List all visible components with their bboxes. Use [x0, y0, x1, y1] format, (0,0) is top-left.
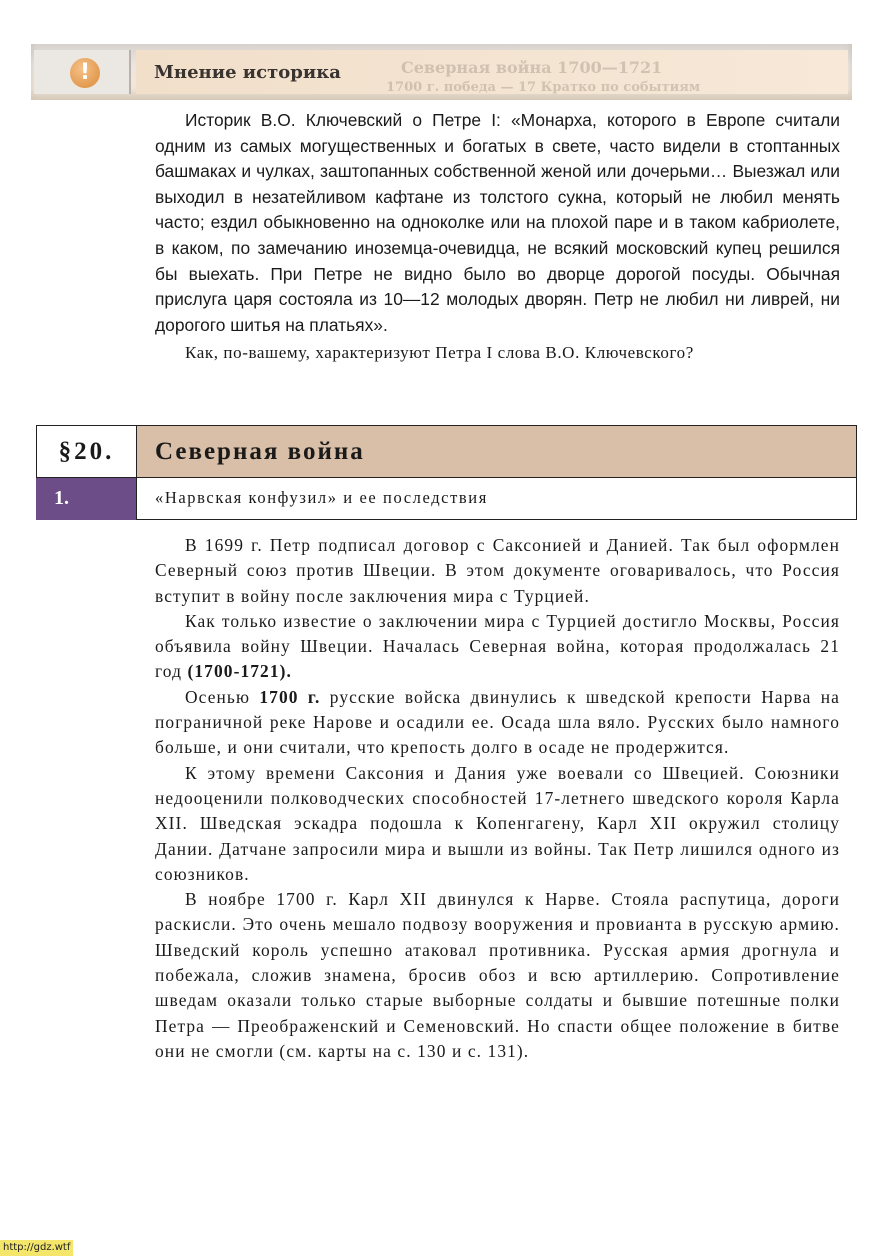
- exclamation-icon: !: [70, 58, 100, 88]
- subsection-title: «Нарвская конфузил» и ее последствия: [155, 488, 488, 507]
- paragraph-5: В ноябре 1700 г. Карл XII двинулся к Нарве. Стояла распутица, дороги раскисли. Это очень мешало подвозу вооружения и провианта в русскую армию. Шведский король успешно атаковал противника. Русская армия дрогнула и побежала, сложив знамена, бросив обоз и всю артиллерию. Сопротивление шведам оказали только старые выборные солдаты и бывшие потешные полки Петра — Преображенский и Семеновский. Но спасти общее положение в битве они не смогли (см. карты на с. 130 и с. 131).: [155, 889, 840, 1061]
- paragraph-2: [155, 609, 840, 685]
- subsection-title-box: [136, 478, 857, 520]
- opinion-title: Мнение историка: [154, 62, 341, 83]
- watermark-link[interactable]: http://gdz.wtf: [0, 1240, 73, 1256]
- paragraph-1: В 1699 г. Петр подписал договор с Саксонией и Данией. Так был оформлен Северный союз против Швеции. В этом документе оговаривалось, что Россия вступит в войну после заключения мира с Турцией.: [155, 535, 840, 606]
- bleed-through-text-2: 1700 г. победа — 17 Кратко по событиям: [386, 80, 701, 95]
- historian-opinion-banner: [31, 44, 852, 100]
- section-body: [155, 533, 840, 1064]
- subsection-header: [36, 478, 857, 520]
- paragraph-2-text: Как только известие о заключении мира с Турцией достигло Москвы, Россия объявила войну Швеции. Началась Северная война, которая продолжалась 21 год: [155, 610, 840, 682]
- paragraph-3-rest: русские войска двинулись к шведской крепости Нарва на пограничной реке Нарове и осадили ее. Осада шла вяло. Русских было намного больше, и они считали, что крепость долго в осаде не продержится.: [155, 686, 840, 758]
- paragraph-4: К этому времени Саксония и Дания уже воевали со Швецией. Союзники недооценили полководческих способностей 17-летнего шведского короля Карла XII. Шведская эскадра подошла к Копенгагену, Карл XII окружил столицу Дании. Датчане запросили мира и вышли из войны. Так Петр лишился одного из союзников.: [155, 762, 840, 884]
- quote-text: Историк В.О. Ключевский о Петре I: «Монарха, которого в Европе считали одним из самых могущественных и богатых в свете, часто видели в стоптанных башмаках и чулках, заштопанных собственной женой или дочерьми… Выезжал или выходил в незатейливом кафтане из толстого сукна, который не любил менять часто; ездил обыкновенно на одноколке или на плохой паре и в таком кабриолете, в каком, по замечанию иноземца-очевидца, не всякий московский купец решился бы выехать. При Петре не видно было во дворце дорогой посуды. Обычная прислуга царя состояла из 10—12 молодых дворян. Петр не любил ни ливрей, ни дорогого шитья на платьях».: [155, 110, 840, 335]
- section-number: §20.: [37, 426, 137, 477]
- quote-question: Как, по-вашему, характеризуют Петра I слова В.О. Ключевского?: [185, 343, 694, 362]
- opinion-icon-box: [34, 50, 131, 94]
- year-1700: 1700 г.: [259, 686, 321, 707]
- historian-quote: [155, 108, 840, 338]
- war-years: (1700-1721).: [187, 661, 292, 682]
- subsection-number: 1.: [36, 478, 136, 520]
- paragraph-3-start: Осенью: [185, 686, 260, 707]
- paragraph-3: [155, 685, 840, 761]
- opinion-title-box: [136, 50, 848, 94]
- bleed-through-text: Северная война 1700—1721: [401, 58, 663, 77]
- section-header: [36, 425, 857, 478]
- section-title: Северная война: [155, 438, 365, 465]
